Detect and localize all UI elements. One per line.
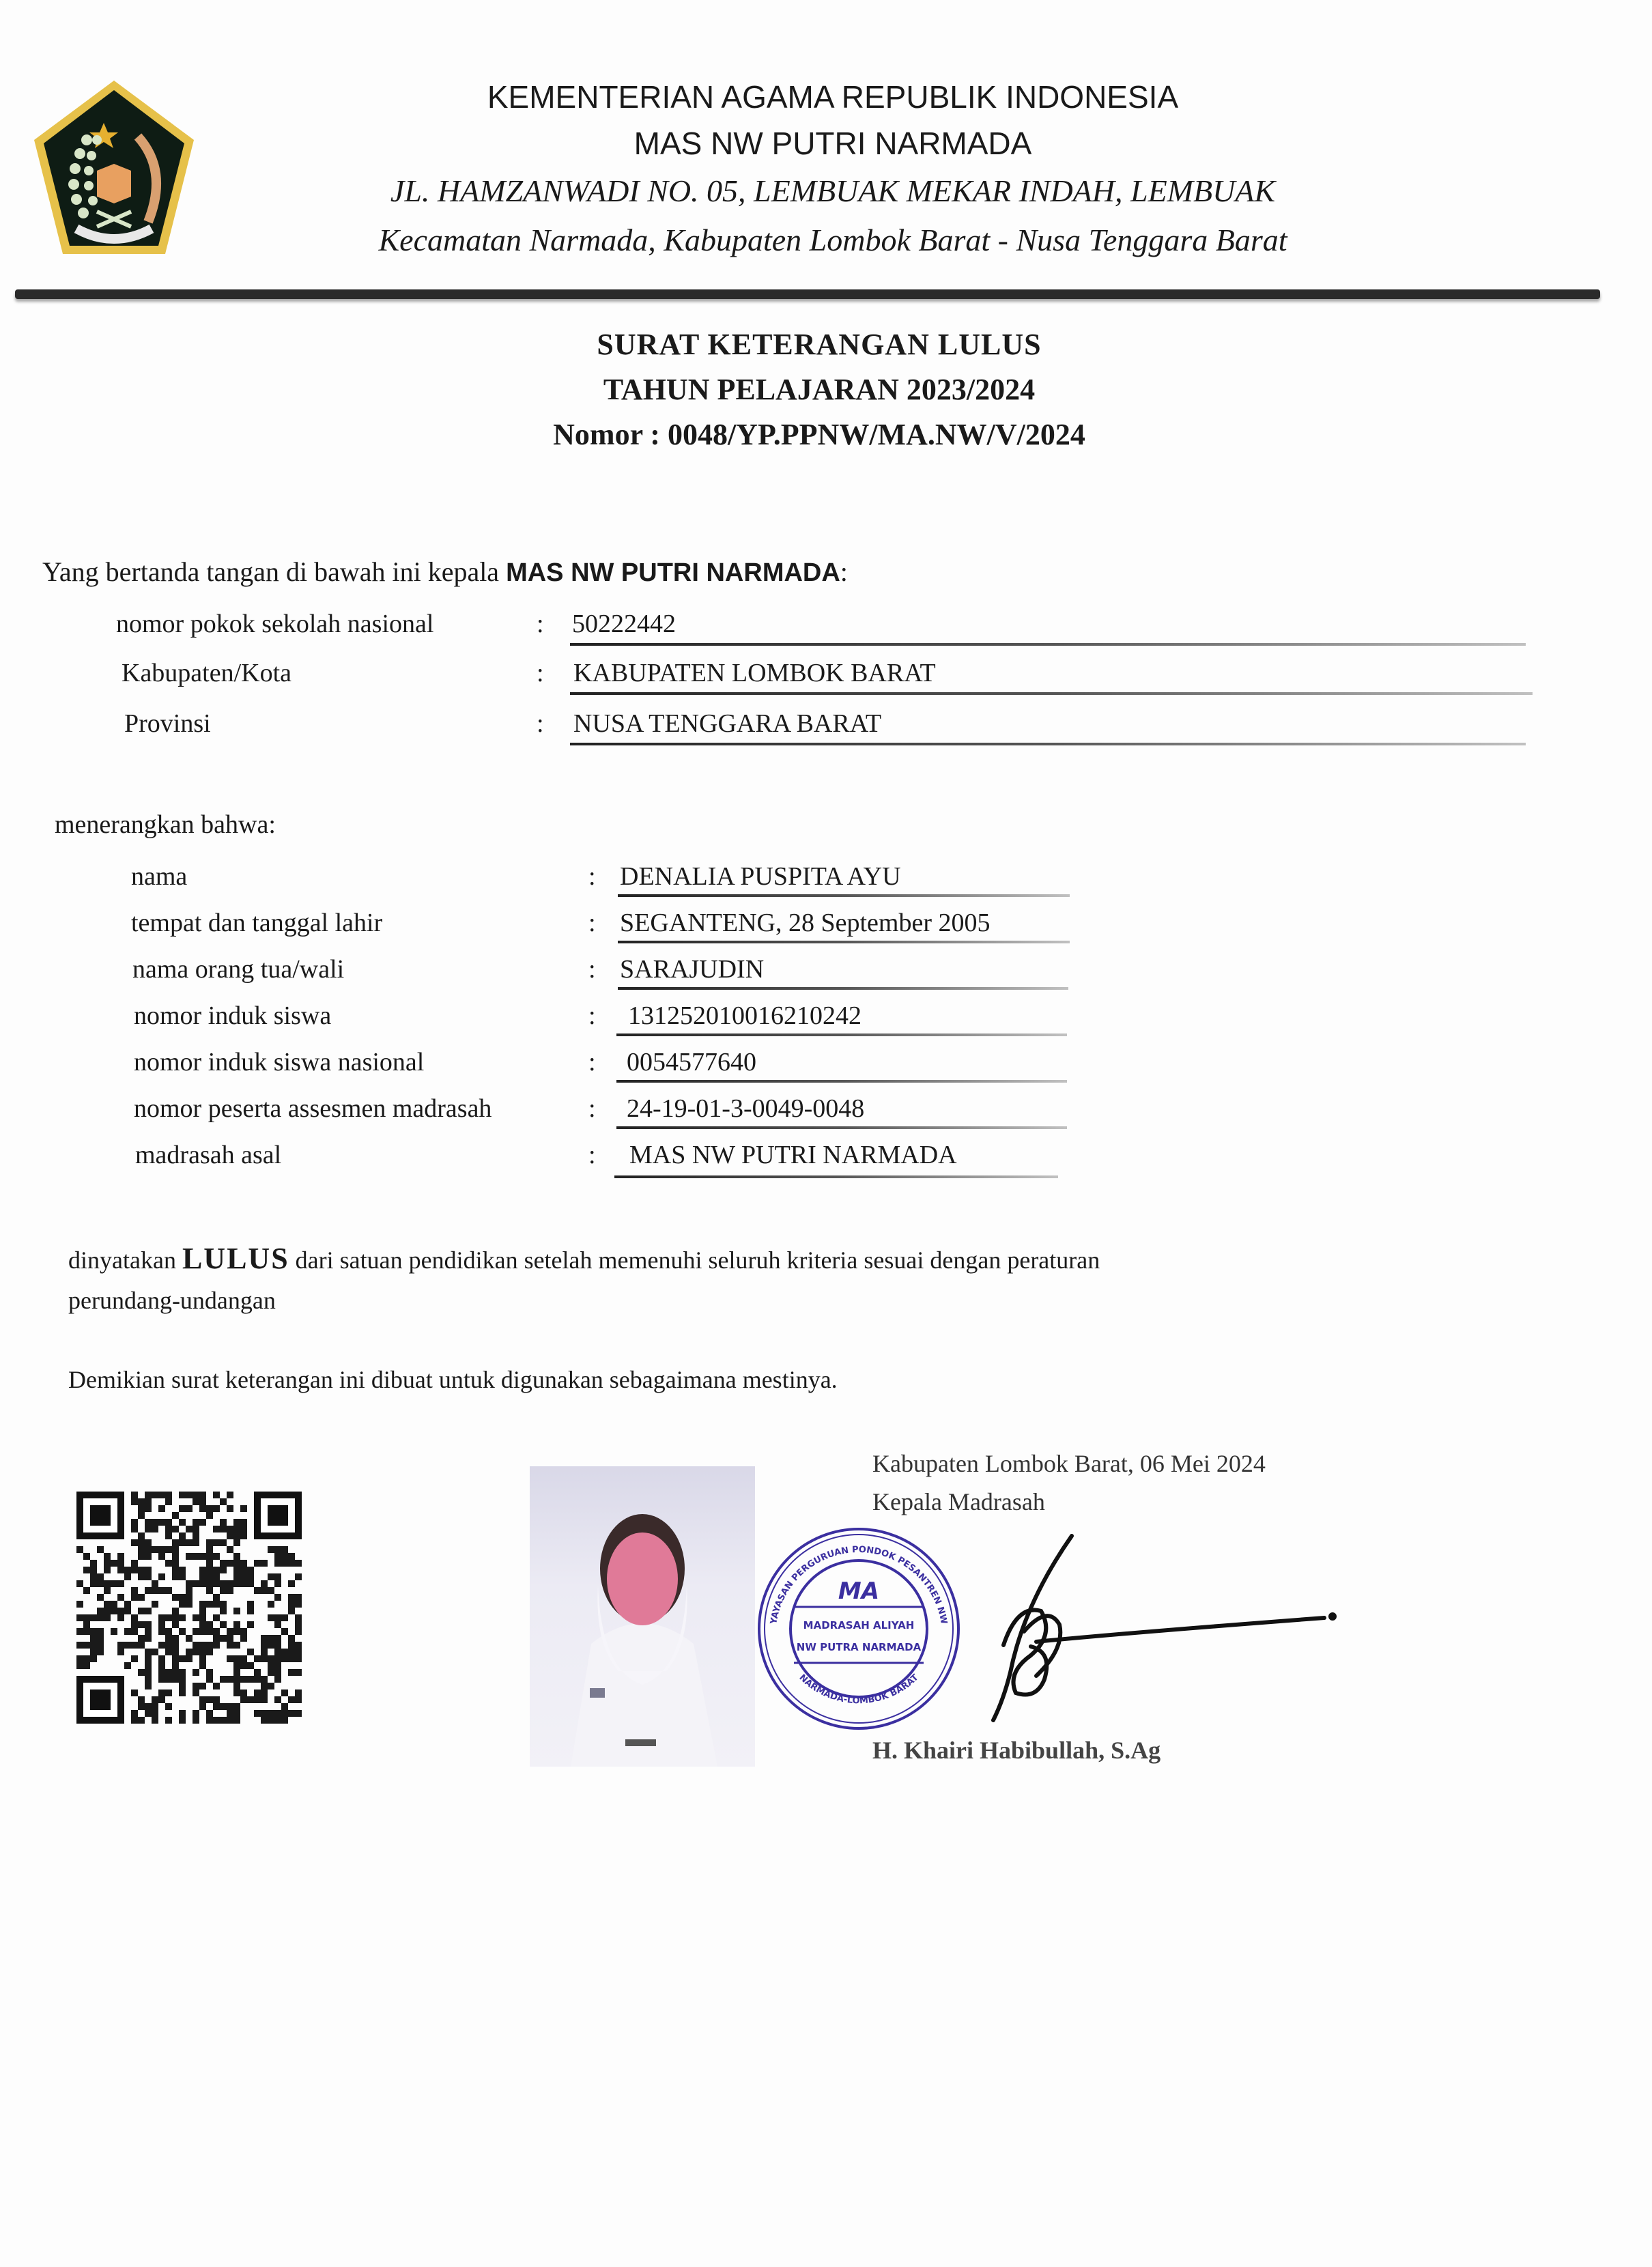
field-value: DENALIA PUSPITA AYU: [620, 862, 901, 891]
field-value: KABUPATEN LOMBOK BARAT: [573, 659, 936, 687]
stamp-line1: MADRASAH ALIYAH: [803, 1619, 915, 1631]
graduation-statement: [68, 1240, 1475, 1279]
field-colon: :: [537, 709, 544, 738]
signer-name: H. Khairi Habibullah, S.Ag: [872, 1737, 1161, 1764]
field-value: 131252010016210242: [628, 1001, 861, 1030]
stamp-line2: NW PUTRA NARMADA: [796, 1641, 922, 1653]
kemenag-emblem-icon: [29, 75, 199, 263]
field-underline: [570, 692, 1533, 695]
field-value: MAS NW PUTRI NARMADA: [629, 1141, 957, 1169]
field-underline: [618, 987, 1068, 990]
intro-school: MAS NW PUTRI NARMADA: [506, 558, 840, 587]
place-date: Kabupaten Lombok Barat, 06 Mei 2024: [872, 1450, 1266, 1477]
field-underline: [616, 1033, 1067, 1036]
field-label: nomor induk siswa: [134, 1001, 332, 1030]
stamp-center: MA: [838, 1578, 880, 1605]
field-label: nomor pokok sekolah nasional: [116, 610, 434, 638]
student-photo: [530, 1466, 755, 1767]
field-colon: :: [537, 610, 544, 638]
field-label: tempat dan tanggal lahir: [131, 909, 383, 937]
signer-role: Kepala Madrasah: [872, 1488, 1045, 1515]
field-colon: :: [588, 1141, 596, 1169]
field-underline: [570, 743, 1526, 745]
field-label: Kabupaten/Kota: [122, 659, 292, 687]
school-name: MAS NW PUTRI NARMADA: [633, 126, 1032, 161]
result-status: LULUS: [182, 1242, 289, 1275]
header-divider: [15, 289, 1600, 299]
result-prefix: dinyatakan: [68, 1246, 176, 1274]
field-label: nama: [131, 862, 188, 891]
field-colon: :: [588, 955, 596, 984]
field-colon: :: [588, 862, 596, 891]
document-number: Nomor : 0048/YP.PPNW/MA.NW/V/2024: [553, 418, 1085, 451]
field-underline: [618, 894, 1070, 897]
field-underline: [616, 1126, 1067, 1129]
field-label: nomor induk siswa nasional: [134, 1048, 425, 1077]
field-value: SEGANTENG, 28 September 2005: [620, 909, 991, 937]
closing-statement: Demikian surat keterangan ini dibuat untuk digunakan sebagaimana mestinya.: [68, 1366, 838, 1393]
svg-text:NARMADA-LOMBOK BARAT: [797, 1672, 920, 1706]
field-underline: [614, 1175, 1058, 1178]
handwritten-signature: [969, 1529, 1352, 1727]
academic-year: TAHUN PELAJARAN 2023/2024: [603, 373, 1036, 406]
field-underline: [616, 1080, 1067, 1083]
field-label: Provinsi: [124, 709, 211, 738]
field-label: madrasah asal: [135, 1141, 282, 1169]
field-value: SARAJUDIN: [620, 955, 765, 984]
intro-statement: [42, 554, 848, 590]
qr-code-icon: [76, 1492, 302, 1724]
field-value: NUSA TENGGARA BARAT: [573, 709, 882, 738]
field-colon: :: [588, 1048, 596, 1077]
field-value: 0054577640: [627, 1048, 756, 1077]
field-colon: :: [588, 1001, 596, 1030]
intro-prefix: Yang bertanda tangan di bawah ini kepala: [42, 556, 500, 587]
field-underline: [618, 941, 1070, 943]
field-value: 24-19-01-3-0049-0048: [627, 1094, 865, 1123]
result-suffix: dari satuan pendidikan setelah memenuhi seluruh kriteria sesuai dengan peraturan: [295, 1246, 1100, 1274]
result-continuation: perundang-undangan: [68, 1287, 276, 1314]
school-region: Kecamatan Narmada, Kabupaten Lombok Barat - Nusa Tenggara Barat: [378, 223, 1287, 257]
field-label: nama orang tua/wali: [132, 955, 345, 984]
field-value: 50222442: [572, 610, 676, 638]
school-address: JL. HAMZANWADI NO. 05, LEMBUAK MEKAR INDAH, LEMBUAK: [390, 173, 1276, 208]
intro-suffix: :: [840, 556, 848, 587]
field-label: nomor peserta assesmen madrasah: [134, 1094, 492, 1123]
field-colon: :: [537, 659, 544, 687]
field-underline: [570, 643, 1526, 646]
field-colon: :: [588, 1094, 596, 1123]
school-stamp: [756, 1526, 961, 1731]
declaration-heading: menerangkan bahwa:: [55, 810, 276, 839]
stamp-outer-text: YAYASAN PERGURUAN PONDOK PESANTREN NW: [769, 1544, 949, 1625]
ministry-name: KEMENTERIAN AGAMA REPUBLIK INDONESIA: [487, 79, 1179, 115]
field-colon: :: [588, 909, 596, 937]
stamp-bottom-text: NARMADA-LOMBOK BARAT: [797, 1672, 921, 1707]
document-title: SURAT KETERANGAN LULUS: [597, 328, 1042, 361]
